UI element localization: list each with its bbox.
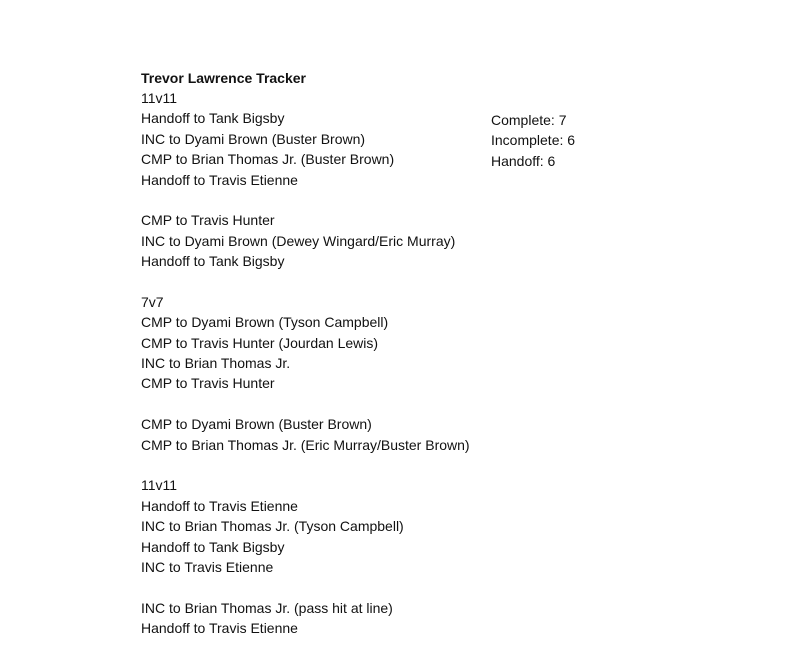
play-line: Handoff to Travis Etienne	[141, 497, 298, 514]
blank-line	[141, 394, 661, 414]
blank-line	[141, 455, 661, 475]
stats-summary	[491, 110, 575, 171]
play-line: INC to Brian Thomas Jr. (pass hit at line)	[141, 599, 393, 616]
play-line: Handoff to Tank Bigsby	[141, 110, 285, 127]
play-line: CMP to Dyami Brown (Tyson Campbell)	[141, 314, 389, 331]
play-line: INC to Brian Thomas Jr.	[141, 355, 291, 372]
blank-line	[141, 577, 661, 597]
blank-line	[141, 272, 661, 292]
play-line: CMP to Travis Hunter	[141, 375, 275, 392]
stat-incomplete: Incomplete: 6	[491, 132, 576, 149]
section-header: 7v7	[141, 293, 164, 310]
play-line: INC to Dyami Brown (Dewey Wingard/Eric Murray)	[141, 232, 456, 249]
stat-complete: Complete: 7	[491, 112, 567, 128]
play-line: CMP to Dyami Brown (Buster Brown)	[141, 416, 372, 433]
document-title: Trevor Lawrence Tracker	[141, 70, 306, 86]
play-line: Handoff to Travis Etienne	[141, 620, 298, 637]
play-line: CMP to Travis Hunter	[141, 212, 275, 229]
play-line: INC to Travis Etienne	[141, 558, 274, 575]
stat-handoff: Handoff: 6	[491, 152, 556, 169]
play-line: Handoff to Travis Etienne	[141, 171, 298, 188]
document-body	[141, 68, 661, 639]
play-line: CMP to Brian Thomas Jr. (Buster Brown)	[141, 151, 395, 168]
section-header: 11v11	[141, 477, 178, 494]
play-line: INC to Dyami Brown (Buster Brown)	[141, 130, 366, 147]
play-line: Handoff to Tank Bigsby	[141, 253, 285, 270]
play-line: CMP to Travis Hunter (Jourdan Lewis)	[141, 334, 379, 351]
play-line: INC to Brian Thomas Jr. (Tyson Campbell)	[141, 518, 404, 535]
section-header: 11v11	[141, 90, 178, 106]
blank-line	[141, 190, 661, 210]
play-line: Handoff to Tank Bigsby	[141, 538, 285, 555]
play-line: CMP to Brian Thomas Jr. (Eric Murray/Buster Brown)	[141, 436, 470, 453]
